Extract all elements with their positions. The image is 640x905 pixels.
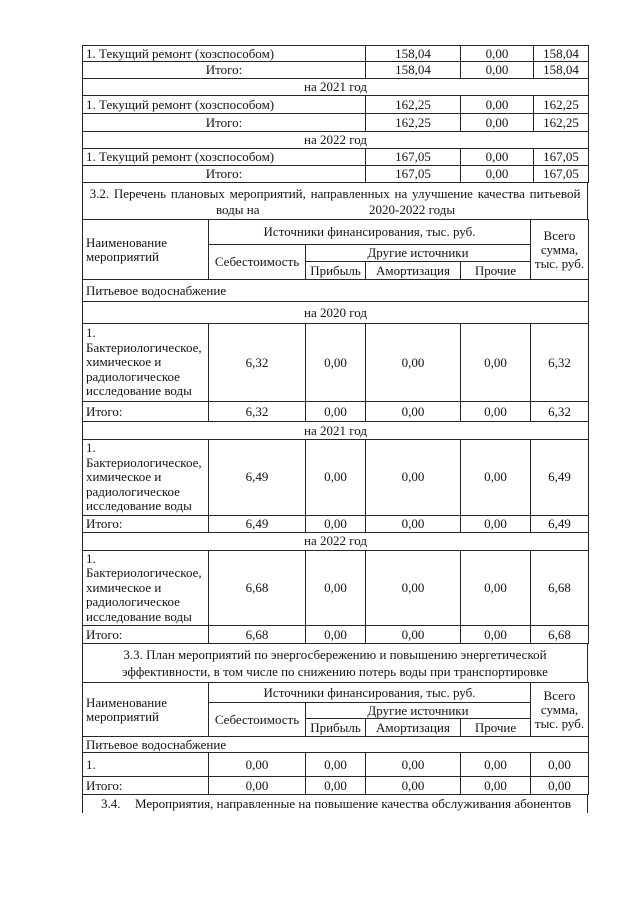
repair-item-row xyxy=(83,96,589,114)
group-row xyxy=(83,737,589,753)
value-cell: 162,25 xyxy=(534,96,589,114)
value-cell: 6,32 xyxy=(209,402,306,422)
group-label: Питьевое водоснабжение xyxy=(83,280,589,302)
header-cost: Себестоимость xyxy=(209,245,306,280)
repair-table-body xyxy=(83,46,589,183)
year-row xyxy=(83,302,589,324)
value-cell: 162,25 xyxy=(366,114,461,132)
heading-line: эффективности, в том числе по снижению потерь воды при транспортировке xyxy=(122,664,548,679)
energy-saving-table xyxy=(82,682,589,795)
repair-item-row xyxy=(83,46,589,62)
value-cell: 158,04 xyxy=(534,46,589,62)
value-cell: 0,00 xyxy=(306,515,366,532)
header-cost: Себестоимость xyxy=(209,703,306,737)
section-number: 3.4. xyxy=(101,796,121,811)
value-cell: 0,00 xyxy=(366,402,461,422)
year-label: на 2021 год xyxy=(83,422,589,440)
header-other: Прочие xyxy=(461,719,531,737)
value-cell: 6,49 xyxy=(531,440,589,516)
header-amortization: Амортизация xyxy=(366,719,461,737)
value-cell: 0,00 xyxy=(461,550,531,626)
value-cell: 0,00 xyxy=(461,626,531,644)
value-cell: 0,00 xyxy=(461,440,531,516)
value-cell: 6,68 xyxy=(531,626,589,644)
value-cell: 6,32 xyxy=(531,402,589,422)
total-label-cell: Итого: xyxy=(83,777,209,795)
value-cell: 158,04 xyxy=(534,62,589,79)
header-other-sources: Другие источники xyxy=(306,703,531,719)
total-label-cell: Итого: xyxy=(83,402,209,422)
item-name-cell: 1. xyxy=(83,753,209,777)
value-cell: 6,49 xyxy=(209,515,306,532)
item-name-cell: 1. Бактериологическое, химическое и радиологическое исследование воды xyxy=(83,324,209,402)
item-name-cell: 1. Текущий ремонт (хозспособом) xyxy=(83,96,366,114)
value-cell: 0,00 xyxy=(306,626,366,644)
year-label: на 2020 год xyxy=(83,302,589,324)
year-label: на 2021 год xyxy=(83,79,589,96)
value-cell: 6,32 xyxy=(531,324,589,402)
repair-table xyxy=(82,45,589,183)
total-label-cell: Итого: xyxy=(83,166,366,183)
repair-total-row xyxy=(83,114,589,132)
value-cell: 0,00 xyxy=(366,550,461,626)
value-cell: 0,00 xyxy=(306,402,366,422)
value-cell: 0,00 xyxy=(306,440,366,516)
section-3-4-heading xyxy=(82,795,588,813)
table-body xyxy=(83,280,589,644)
repair-item-row xyxy=(83,149,589,166)
year-row xyxy=(83,422,589,440)
value-cell: 0,00 xyxy=(461,96,534,114)
header-sources: Источники финансирования, тыс. руб. xyxy=(209,683,531,703)
value-cell: 6,49 xyxy=(531,515,589,532)
item-name-cell: 1. Текущий ремонт (хозспособом) xyxy=(83,46,366,62)
value-cell: 6,49 xyxy=(209,440,306,516)
year-row xyxy=(83,532,589,550)
repair-total-row xyxy=(83,62,589,79)
value-cell: 6,68 xyxy=(209,550,306,626)
value-cell: 167,05 xyxy=(366,149,461,166)
item-name-cell: 1. Бактериологическое, химическое и радиологическое исследование воды xyxy=(83,550,209,626)
heading-line: 3.3. План мероприятий по энергосбережению и повышению энергетической xyxy=(123,647,547,662)
header-total: Всего сумма, тыс. руб. xyxy=(531,220,589,280)
header-total: Всего сумма, тыс. руб. xyxy=(531,683,589,737)
value-cell: 0,00 xyxy=(306,777,366,795)
value-cell: 6,32 xyxy=(209,324,306,402)
value-cell: 0,00 xyxy=(306,753,366,777)
year-row xyxy=(83,132,589,149)
value-cell: 0,00 xyxy=(366,626,461,644)
value-cell: 167,05 xyxy=(534,166,589,183)
value-cell: 167,05 xyxy=(366,166,461,183)
value-cell: 6,68 xyxy=(209,626,306,644)
table-header xyxy=(83,683,589,737)
heading-years: 2020-2022 годы xyxy=(369,202,456,217)
value-cell: 0,00 xyxy=(366,324,461,402)
header-row xyxy=(83,683,589,703)
value-cell: 0,00 xyxy=(366,515,461,532)
group-label: Питьевое водоснабжение xyxy=(83,737,589,753)
water-quality-table xyxy=(82,219,589,644)
measure-row xyxy=(83,324,589,402)
total-row xyxy=(83,402,589,422)
value-cell: 0,00 xyxy=(461,62,534,79)
header-profit: Прибыль xyxy=(306,719,366,737)
value-cell: 0,00 xyxy=(461,777,531,795)
total-label-cell: Итого: xyxy=(83,626,209,644)
header-sources: Источники финансирования, тыс. руб. xyxy=(209,220,531,245)
total-label-cell: Итого: xyxy=(83,62,366,79)
value-cell: 0,00 xyxy=(366,753,461,777)
header-name: Наименование мероприятий xyxy=(83,220,209,280)
total-label-cell: Итого: xyxy=(83,515,209,532)
value-cell: 0,00 xyxy=(461,753,531,777)
value-cell: 0,00 xyxy=(461,324,531,402)
value-cell: 0,00 xyxy=(461,46,534,62)
value-cell: 0,00 xyxy=(461,149,534,166)
value-cell: 0,00 xyxy=(531,777,589,795)
item-name-cell: 1. Бактериологическое, химическое и радиологическое исследование воды xyxy=(83,440,209,516)
value-cell: 0,00 xyxy=(209,777,306,795)
measure-row xyxy=(83,550,589,626)
value-cell: 6,68 xyxy=(531,550,589,626)
value-cell: 162,25 xyxy=(366,96,461,114)
section-3-2-heading xyxy=(82,183,588,219)
value-cell: 0,00 xyxy=(366,440,461,516)
header-name: Наименование мероприятий xyxy=(83,683,209,737)
header-amortization: Амортизация xyxy=(366,262,461,280)
total-row xyxy=(83,777,589,795)
header-other-sources: Другие источники xyxy=(306,245,531,262)
value-cell: 158,04 xyxy=(366,46,461,62)
value-cell: 0,00 xyxy=(366,777,461,795)
item-name-cell: 1. Текущий ремонт (хозспособом) xyxy=(83,149,366,166)
value-cell: 0,00 xyxy=(306,324,366,402)
measure-row xyxy=(83,440,589,516)
value-cell: 167,05 xyxy=(534,149,589,166)
total-row xyxy=(83,626,589,644)
year-label: на 2022 год xyxy=(83,532,589,550)
value-cell: 162,25 xyxy=(534,114,589,132)
group-row xyxy=(83,280,589,302)
value-cell: 0,00 xyxy=(461,114,534,132)
value-cell: 158,04 xyxy=(366,62,461,79)
table-body xyxy=(83,737,589,795)
heading-line: воды на xyxy=(216,202,260,217)
header-profit: Прибыль xyxy=(306,262,366,280)
value-cell: 0,00 xyxy=(209,753,306,777)
document-page xyxy=(82,45,588,813)
value-cell: 0,00 xyxy=(461,515,531,532)
section-title: Мероприятия, направленные на повышение качества обслуживания абонентов xyxy=(135,796,572,811)
header-other: Прочие xyxy=(461,262,531,280)
value-cell: 0,00 xyxy=(531,753,589,777)
total-label-cell: Итого: xyxy=(83,114,366,132)
value-cell: 0,00 xyxy=(461,402,531,422)
measure-row xyxy=(83,753,589,777)
value-cell: 0,00 xyxy=(306,550,366,626)
year-row xyxy=(83,79,589,96)
total-row xyxy=(83,515,589,532)
repair-total-row xyxy=(83,166,589,183)
value-cell: 0,00 xyxy=(461,166,534,183)
table-header xyxy=(83,220,589,280)
heading-line: 3.2. Перечень плановых мероприятий, направленных на улучшение качества питьевой xyxy=(89,186,581,201)
section-3-3-heading xyxy=(82,644,588,682)
header-row xyxy=(83,220,589,245)
year-label: на 2022 год xyxy=(83,132,589,149)
